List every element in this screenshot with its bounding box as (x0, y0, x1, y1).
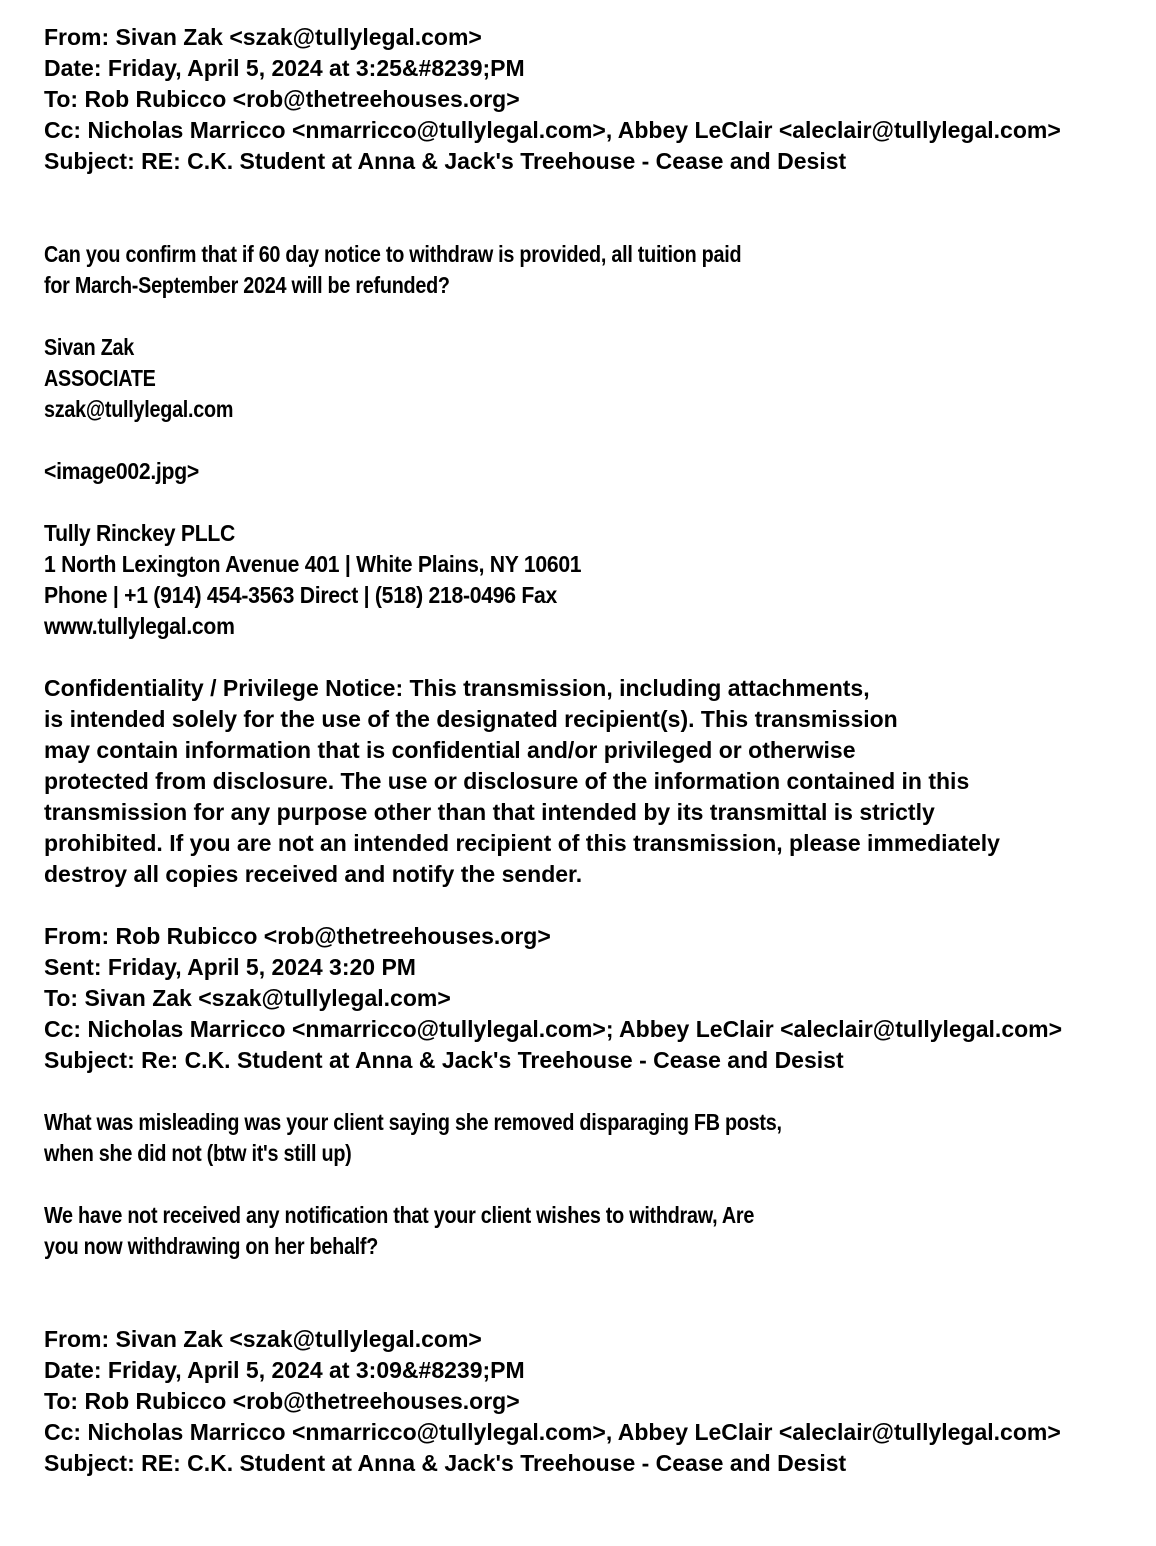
header-subject: Subject: Re: C.K. Student at Anna & Jack's Treehouse - Cease and Desist (44, 1047, 844, 1073)
message-header (44, 921, 1144, 1076)
message-body (44, 1107, 1144, 1262)
signature-email[interactable]: szak@tullylegal.com (44, 396, 234, 422)
notice-line: transmission for any purpose other than that intended by its transmittal is strictly (44, 799, 935, 825)
header-to: To: Sivan Zak <szak@tullylegal.com> (44, 985, 451, 1011)
header-cc: Cc: Nicholas Marricco <nmarricco@tullylegal.com>, Abbey LeClair <aleclair@tullylegal.com> (44, 1419, 1061, 1445)
header-subject: Subject: RE: C.K. Student at Anna & Jack's Treehouse - Cease and Desist (44, 1450, 847, 1476)
signature-title: ASSOCIATE (44, 365, 156, 391)
signature (44, 332, 1144, 642)
header-from: From: Rob Rubicco <rob@thetreehouses.org> (44, 923, 551, 949)
header-subject: Subject: RE: C.K. Student at Anna & Jack's Treehouse - Cease and Desist (44, 148, 847, 174)
notice-line: may contain information that is confidential and/or privileged or otherwise (44, 737, 856, 763)
notice-line: prohibited. If you are not an intended recipient of this transmission, please immediately (44, 830, 1000, 856)
confidentiality-notice (44, 673, 1144, 890)
message-body (44, 239, 1144, 301)
signature-phone: Phone | +1 (914) 454-3563 Direct | (518) 218-0496 Fax (44, 582, 558, 608)
header-to: To: Rob Rubicco <rob@thetreehouses.org> (44, 86, 520, 112)
signature-image-placeholder: <image002.jpg> (44, 458, 199, 484)
header-from: From: Sivan Zak <szak@tullylegal.com> (44, 1326, 482, 1352)
signature-website[interactable]: www.tullylegal.com (44, 613, 235, 639)
body-line: Can you confirm that if 60 day notice to withdraw is provided, all tuition paid (44, 241, 742, 267)
header-cc: Cc: Nicholas Marricco <nmarricco@tullylegal.com>; Abbey LeClair <aleclair@tullylegal.com> (44, 1016, 1063, 1042)
body-line: We have not received any notification that your client wishes to withdraw, Are (44, 1202, 755, 1228)
notice-line: is intended solely for the use of the designated recipient(s). This transmission (44, 706, 898, 732)
notice-line: protected from disclosure. The use or disclosure of the information contained in this (44, 768, 970, 794)
notice-line: destroy all copies received and notify the sender. (44, 861, 583, 887)
header-sent: Sent: Friday, April 5, 2024 3:20 PM (44, 954, 416, 980)
header-date: Date: Friday, April 5, 2024 at 3:25&#8239;PM (44, 55, 525, 81)
message-header (44, 1324, 1144, 1479)
signature-name: Sivan Zak (44, 334, 135, 360)
header-date: Date: Friday, April 5, 2024 at 3:09&#8239;PM (44, 1357, 525, 1383)
header-from: From: Sivan Zak <szak@tullylegal.com> (44, 24, 482, 50)
body-line: when she did not (btw it's still up) (44, 1140, 352, 1166)
body-line: you now withdrawing on her behalf? (44, 1233, 379, 1259)
message-header (44, 22, 1144, 177)
email-thread (44, 22, 1144, 1479)
header-to: To: Rob Rubicco <rob@thetreehouses.org> (44, 1388, 520, 1414)
body-line: What was misleading was your client saying she removed disparaging FB posts, (44, 1109, 782, 1135)
body-line: for March-September 2024 will be refunded? (44, 272, 450, 298)
signature-firm: Tully Rinckey PLLC (44, 520, 236, 546)
signature-address: 1 North Lexington Avenue 401 | White Plains, NY 10601 (44, 551, 582, 577)
header-cc: Cc: Nicholas Marricco <nmarricco@tullylegal.com>, Abbey LeClair <aleclair@tullylegal.com> (44, 117, 1061, 143)
notice-line: Confidentiality / Privilege Notice: This transmission, including attachments, (44, 675, 870, 701)
